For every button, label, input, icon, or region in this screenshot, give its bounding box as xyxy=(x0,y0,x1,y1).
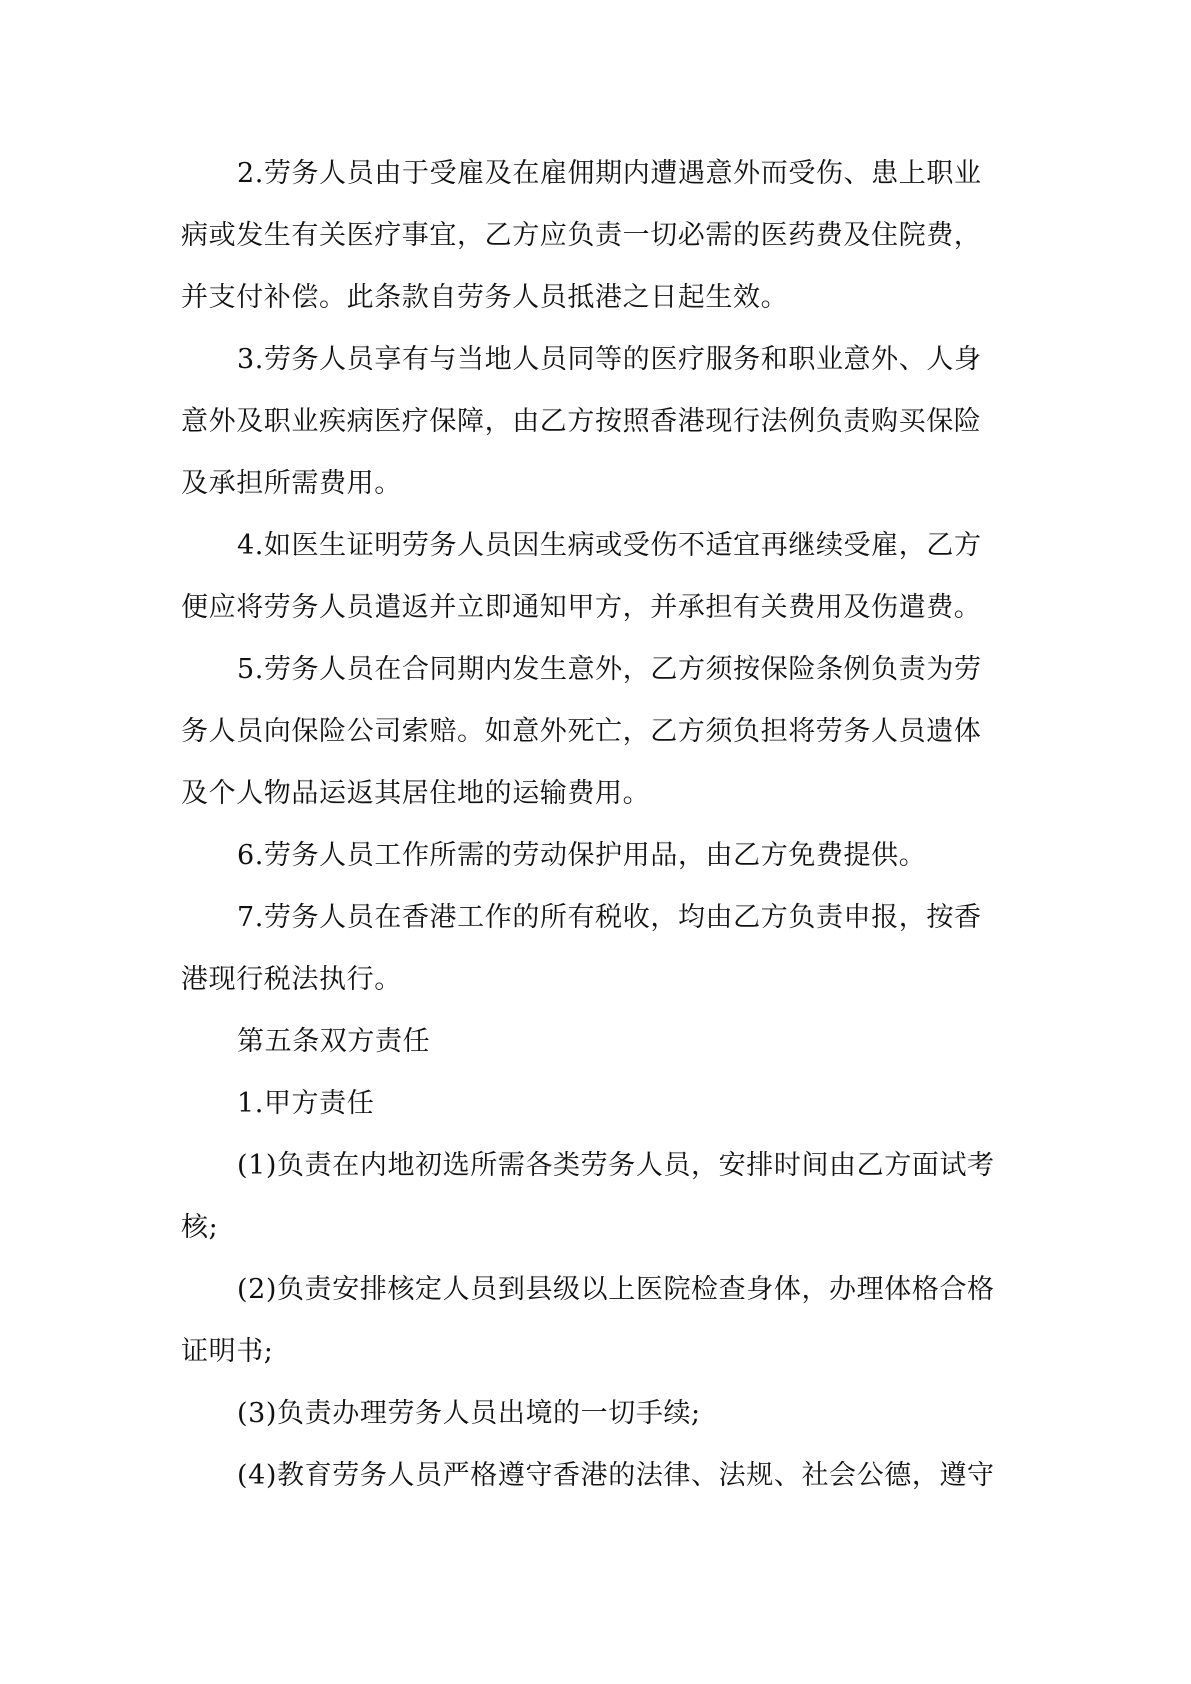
text-line: 3.劳务人员享有与当地人员同等的医疗服务和职业意外、人身 xyxy=(237,344,982,375)
text-line: 证明书; xyxy=(181,1336,274,1367)
text-line: (4)教育劳务人员严格遵守香港的法律、法规、社会公德，遵守 xyxy=(237,1460,995,1491)
list-paragraph xyxy=(181,1259,1013,1383)
text-line: 1.甲方责任 xyxy=(237,1088,375,1119)
text-line: (2)负责安排核定人员到县级以上医院检查身体，办理体格合格 xyxy=(237,1274,995,1305)
clause-paragraph xyxy=(181,887,1013,1011)
clause-paragraph xyxy=(181,639,1013,825)
text-line: 第五条双方责任 xyxy=(237,1026,431,1057)
list-paragraph xyxy=(181,1445,1013,1507)
text-line: 5.劳务人员在合同期内发生意外，乙方须按保险条例负责为劳 xyxy=(237,654,982,685)
text-line: 7.劳务人员在香港工作的所有税收，均由乙方负责申报，按香 xyxy=(237,902,982,933)
text-line: 6.劳务人员工作所需的劳动保护用品，由乙方免费提供。 xyxy=(237,840,927,871)
text-line: (1)负责在内地初选所需各类劳务人员，安排时间由乙方面试考 xyxy=(237,1150,995,1181)
subsection-heading xyxy=(181,1073,1013,1135)
clause-paragraph xyxy=(181,515,1013,639)
text-line: 及个人物品运返其居住地的运输费用。 xyxy=(181,778,651,809)
text-line: (3)负责办理劳务人员出境的一切手续; xyxy=(237,1398,701,1429)
text-line: 并支付补偿。此条款自劳务人员抵港之日起生效。 xyxy=(181,282,789,313)
document-body xyxy=(181,143,1013,1507)
text-line: 务人员向保险公司索赔。如意外死亡，乙方须负担将劳务人员遗体 xyxy=(181,716,982,747)
text-line: 港现行税法执行。 xyxy=(181,964,402,995)
text-line: 核; xyxy=(181,1212,219,1243)
clause-paragraph xyxy=(181,825,1013,887)
list-paragraph xyxy=(181,1383,1013,1445)
list-paragraph xyxy=(181,1135,1013,1259)
clause-paragraph xyxy=(181,329,1013,515)
clause-paragraph xyxy=(181,143,1013,329)
section-heading xyxy=(181,1011,1013,1073)
text-line: 及承担所需费用。 xyxy=(181,468,402,499)
text-line: 意外及职业疾病医疗保障，由乙方按照香港现行法例负责购买保险 xyxy=(181,406,982,437)
text-line: 4.如医生证明劳务人员因生病或受伤不适宜再继续受雇，乙方 xyxy=(237,530,982,561)
text-line: 2.劳务人员由于受雇及在雇佣期内遭遇意外而受伤、患上职业 xyxy=(237,158,982,189)
text-line: 病或发生有关医疗事宜，乙方应负责一切必需的医药费及住院费， xyxy=(181,220,982,251)
text-line: 便应将劳务人员遣返并立即通知甲方，并承担有关费用及伤遣费。 xyxy=(181,592,982,623)
